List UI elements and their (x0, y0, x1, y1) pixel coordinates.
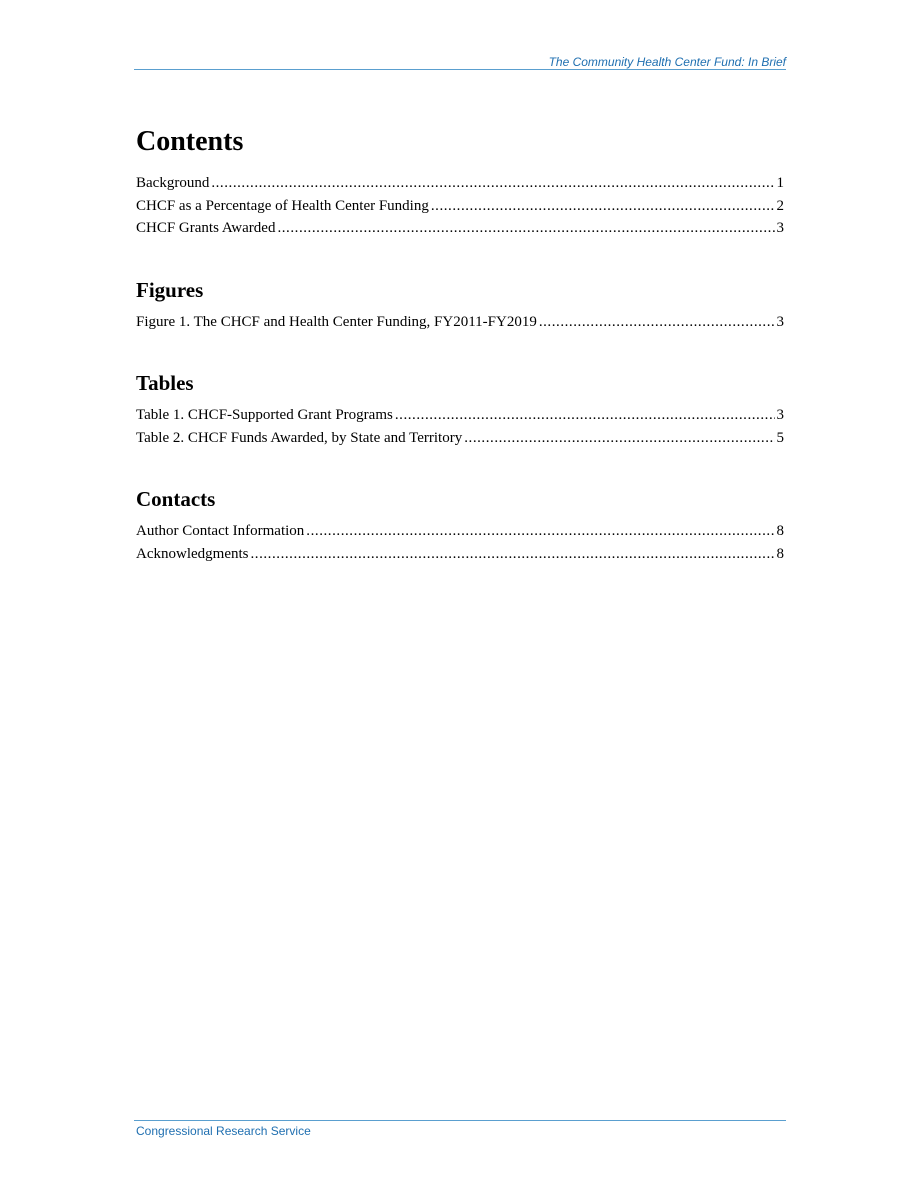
toc-entry-title: Table 2. CHCF Funds Awarded, by State and Territory (136, 429, 463, 446)
toc-entry-title: CHCF Grants Awarded (136, 220, 276, 236)
toc-entry-title: Table 1. CHCF-Supported Grant Programs (136, 407, 393, 423)
toc-entry-title: Author Contact Information (136, 523, 305, 539)
dot-leader (211, 172, 774, 195)
dot-leader (250, 543, 774, 566)
figures-list (136, 311, 784, 334)
toc-entry-table-2[interactable] (136, 427, 784, 450)
dot-leader (539, 311, 775, 334)
figures-heading: Figures (136, 278, 204, 302)
toc-entry-title: CHCF as a Percentage of Health Center Funding (136, 197, 429, 214)
contents-title: Contents (136, 126, 244, 157)
toc-entry-figure-1[interactable] (136, 311, 784, 334)
running-footer: Congressional Research Service (136, 1124, 311, 1138)
dot-leader (431, 195, 775, 218)
tables-list (136, 404, 784, 449)
contacts-list (136, 520, 784, 565)
toc-entry-page: 8 (776, 523, 784, 539)
dot-leader (306, 520, 774, 543)
tables-heading: Tables (136, 371, 194, 395)
dot-leader (277, 217, 774, 240)
dot-leader (464, 427, 774, 450)
footer-rule (134, 1120, 786, 1121)
toc-entry-title: Acknowledgments (136, 545, 249, 562)
toc-entry-background[interactable] (136, 172, 784, 195)
running-header: The Community Health Center Fund: In Brief (548, 55, 786, 69)
toc-entry-author-contact[interactable] (136, 520, 784, 543)
header-rule (134, 69, 786, 70)
toc-entry-table-1[interactable] (136, 404, 784, 427)
toc-entry-page: 3 (776, 314, 784, 330)
toc-entry-title: Background (136, 175, 210, 191)
toc-entry-chcf-percentage[interactable] (136, 195, 784, 218)
toc-entry-page: 1 (776, 175, 784, 191)
dot-leader (395, 404, 775, 427)
contacts-heading: Contacts (136, 487, 216, 511)
toc-entry-title: Figure 1. The CHCF and Health Center Funding, FY2011-FY2019 (136, 314, 537, 330)
toc-entry-page: 3 (776, 220, 784, 236)
toc-entry-acknowledgments[interactable] (136, 543, 784, 566)
toc-entry-page: 5 (776, 429, 784, 446)
toc-entry-page: 3 (776, 407, 784, 423)
toc-entry-page: 8 (776, 545, 784, 562)
toc-entry-chcf-grants[interactable] (136, 217, 784, 240)
contents-list (136, 172, 784, 240)
toc-entry-page: 2 (776, 197, 784, 214)
